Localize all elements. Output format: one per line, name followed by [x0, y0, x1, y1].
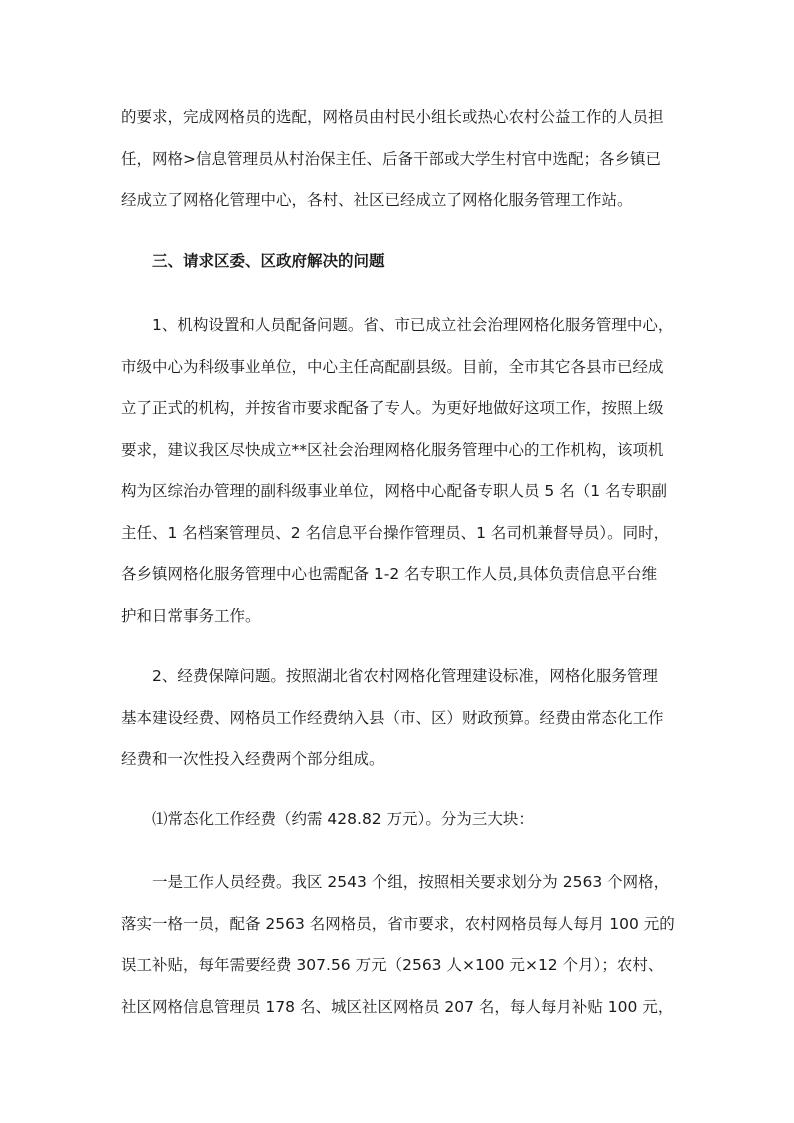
paragraph-organization-staffing: [121, 305, 681, 637]
paragraph-regular-funding: [121, 799, 681, 841]
text-line: 构为区综治办管理的副科级事业单位，网格中心配备专职人员 5 名（1 名专职副: [121, 482, 668, 500]
text-line: ⑴常态化工作经费（约需 428.82 万元）。分为三大块：: [152, 810, 534, 828]
text-line: 落实一格一员，配备 2563 名网格员，省市要求，农村网格员每人每月 100 元的: [121, 914, 675, 933]
text-line: 1、机构设置和人员配备问题。省、市已成立社会治理网格化服务管理中心，: [152, 316, 674, 334]
text-line: 2、经费保障问题。按照湖北省农村网格化管理建设标准，网格化服务管理: [152, 667, 658, 685]
text-line: 主任、1 名档案管理员、2 名信息平台操作管理员、1 名司机兼督导员）。同时，: [121, 523, 670, 542]
text-line: 社区网格信息管理员 178 名、城区社区网格员 207 名，每人每月补贴 100 元，: [121, 997, 674, 1016]
text-line: 任，网格>信息管理员从村治保主任、后备干部或大学生村官中选配；各乡镇已: [121, 149, 661, 168]
text-line: 误工补贴，每年需要经费 307.56 万元（2563 人×100 元×12 个月）；农村、: [121, 956, 664, 974]
section-heading: [121, 241, 681, 283]
text-line: 经成立了网格化管理中心，各村、社区已经成立了网格化服务管理工作站。: [121, 191, 633, 209]
text-line: 基本建设经费、网格员工作经费纳入县（市、区）财政预算。经费由常态化工作: [121, 708, 664, 727]
text-line: 各乡镇网格化服务管理中心也需配备 1-2 名专职工作人员,具体负责信息平台维: [121, 565, 658, 583]
text-line: 市级中心为科级事业单位，中心主任高配副县级。目前，全市其它各县市已经成: [121, 357, 664, 376]
heading-text: 三、请求区委、区政府解决的问题: [152, 252, 385, 270]
text-line: 的要求，完成网格员的选配，网格员由村民小组长或热心农村公益工作的人员担: [121, 108, 664, 126]
text-line: 立了正式的机构，并按省市要求配备了专人。为更好地做好这项工作，按照上级: [121, 399, 664, 417]
text-line: 一是工作人员经费。我区 2543 个组，按照相关要求划分为 2563 个网格，: [152, 873, 670, 891]
text-line: 护和日常事务工作。: [121, 606, 261, 625]
paragraph-grid-staff-selection: [121, 97, 681, 222]
paragraph-staff-costs: [121, 862, 681, 1028]
paragraph-funding: [121, 656, 681, 781]
text-line: 要求，建议我区尽快成立**区社会治理网格化服务管理中心的工作机构，该项机: [121, 440, 664, 459]
text-line: 经费和一次性投入经费两个部分组成。: [121, 750, 385, 768]
